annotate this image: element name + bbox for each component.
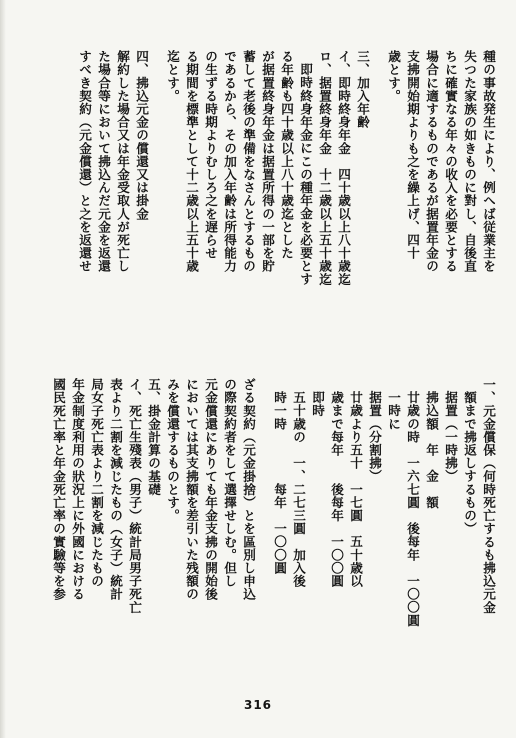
- section-heading: 三、加入年齢: [355, 50, 370, 129]
- table-column: 五十歳の 一、二七三圓 加入後: [291, 391, 306, 588]
- text-column: 蓄して老後の準備をなさんとするもの: [241, 50, 256, 273]
- text-column: ちに確實なる年々の收入を必要とする: [443, 50, 458, 273]
- text-column: 歳とす。: [386, 50, 401, 103]
- text-column: 元金償還にありても年金支拂の開始後: [203, 378, 218, 601]
- text-column: の生ずる時期よりむしろ之を遅らせ: [203, 50, 218, 260]
- text-column: の際契約者をして選擇せしむ。但し: [222, 378, 237, 588]
- text-column: ロ、据置終身年金 十二歳以上五十歳迄: [317, 50, 332, 286]
- lower-text-block: [16, 378, 498, 690]
- text-column: イ、即時終身年金 四十歳以上八十歳迄: [336, 50, 351, 286]
- text-column: イ、死亡生殘表（男子）統計局男子死亡: [127, 378, 142, 614]
- text-column: みを償還するものとす。: [165, 378, 180, 523]
- section-heading: 四、拂込元金の償還又は掛金: [134, 50, 149, 221]
- text-column: る期間を標準として十二歳以上五十歳: [184, 50, 199, 273]
- scan-edge: [0, 0, 6, 738]
- text-column: 表より二割を減じたもの（女子）統計: [108, 378, 123, 601]
- text-column: 國民死亡率と年金死亡率の實驗等を参: [51, 378, 66, 601]
- text-column: た場合等において拂込んだ元金を返還: [96, 50, 111, 273]
- text-column: が据置終身年金は据置所得の一部を貯: [260, 50, 275, 273]
- table-column: 廿歳の時 一六七圓 後每年 一〇〇圓: [405, 391, 420, 627]
- text-column: 即時終身年金にこの種年金を必要とす: [298, 63, 313, 286]
- text-column: 年金制度利用の狀況上に外國における: [70, 378, 85, 601]
- table-column: 一時に: [386, 391, 401, 431]
- page-number: 316: [243, 698, 273, 712]
- text-column: 解約した場合又は年金受取人が死亡し: [115, 50, 130, 273]
- text-column: 局女子死亡表より二割を減じたもの: [89, 378, 104, 588]
- table-column: 据置（一時拂）: [443, 391, 458, 483]
- section-heading: 五、掛金計算の基礎: [146, 378, 161, 496]
- text-column: においては其支拂額を差引いた残額の: [184, 378, 199, 601]
- text-column: 支拂開始期よりも之を繰上げ、四十: [405, 50, 420, 260]
- table-column: 額まで拂返しするもの）: [462, 391, 477, 536]
- text-column: ざる契約（元金掛捨）とを區別し申込: [241, 378, 256, 601]
- text-column: であるから、その加入年齢は所得能力: [222, 50, 237, 273]
- text-column: すべき契約（元金償還）と之を返還せ: [77, 50, 92, 273]
- table-column: 一、元金償保（何時死亡するも拂込元金: [481, 378, 496, 614]
- table-column: 歳まで每年 後每年 一〇〇圓: [329, 391, 344, 588]
- table-column: 据置（分割拂）: [367, 391, 382, 483]
- table-column: 時一時 每年 一〇〇圓: [272, 391, 287, 575]
- table-column: 拂込額 年 金 額: [424, 391, 439, 509]
- text-column: 失つた家族の如きものに對し、自後直: [462, 50, 477, 273]
- text-column: 場合に適するものであるが据置年金の: [424, 50, 439, 273]
- text-column: 迄とす。: [165, 50, 180, 103]
- text-column: 種の事故発生により、例へば従業主を: [481, 50, 496, 273]
- table-column: 即時: [310, 391, 325, 418]
- upper-text-block: [16, 50, 498, 352]
- text-column: る年齢も四十歳以上八十歳迄とした: [279, 50, 294, 260]
- table-column: 廿歳より五十 一七圓 五十歳以: [348, 391, 363, 588]
